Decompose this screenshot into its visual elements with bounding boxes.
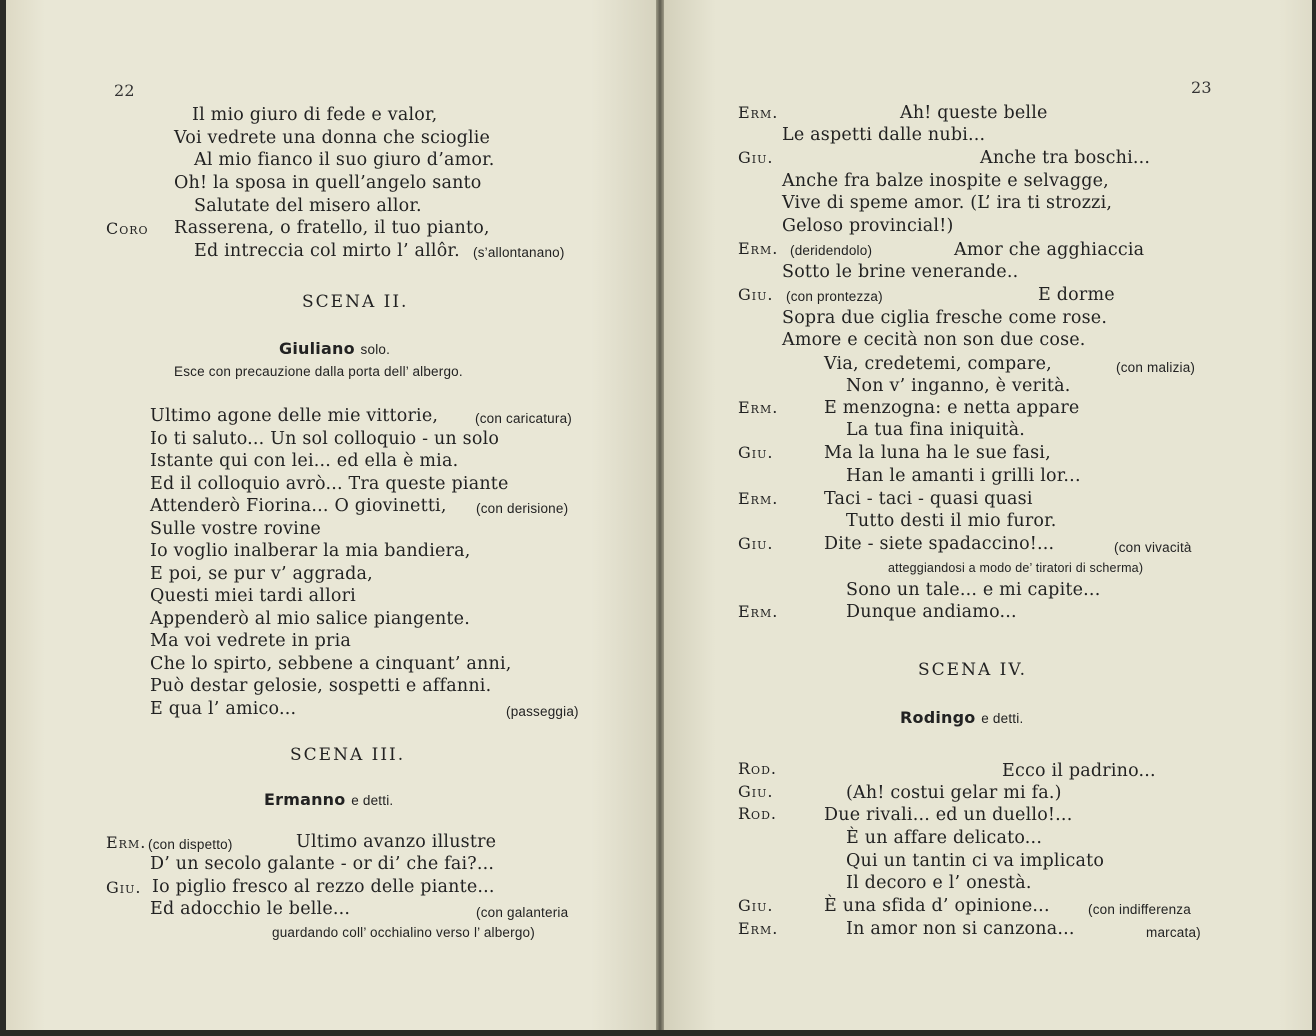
verse-line: Ed intreccia col mirto l’ allôr. (194, 241, 460, 261)
left-page (6, 0, 656, 1030)
verse-line: Ultimo avanzo illustre (296, 832, 497, 852)
verse-line: Può destar gelosie, sospetti e affanni. (150, 676, 492, 696)
book-spread (6, 0, 1312, 1030)
verse-line: Oh! la sposa in quell’angelo santo (174, 173, 482, 193)
right-page (664, 0, 1312, 1030)
verse-line: Le aspetti dalle nubi... (782, 125, 986, 145)
verse-line: Taci - taci - quasi quasi (824, 489, 1033, 509)
character-name: Rodingo (900, 708, 976, 727)
stage-direction: (con malizia) (1116, 360, 1196, 375)
verse-line: Via, credetemi, compare, (824, 354, 1052, 374)
verse-line: E poi, se pur v’ aggrada, (150, 564, 373, 584)
verse-line: Istante qui con lei... ed ella è mia. (150, 451, 459, 471)
stage-direction: (con galanteria (476, 905, 569, 920)
verse-line: Io ti saluto... Un sol colloquio - un solo (150, 429, 500, 449)
character-name: Ermanno (264, 790, 346, 809)
stage-direction: (con derisione) (476, 501, 569, 516)
verse-line: Han le amanti i grilli lor... (846, 466, 1081, 486)
verse-line: Sono un tale... e mi capite... (846, 580, 1101, 600)
stage-direction: (con vivacità (1114, 540, 1192, 555)
scene-title: SCENA IV. (918, 660, 1028, 680)
verse-line: Amore e cecità non son due cose. (782, 330, 1086, 350)
verse-line: Qui un tantin ci va implicato (846, 851, 1105, 871)
stage-direction: (con indifferenza (1088, 902, 1191, 917)
stage-direction: Esce con precauzione dalla porta dell’ albergo. (174, 364, 463, 379)
verse-line: Ed il colloquio avrò... Tra queste piante (150, 474, 509, 494)
speaker-label: Giu. (738, 782, 774, 801)
stage-direction: (passeggia) (506, 704, 579, 719)
verse-line: Ed adocchio le belle... (150, 899, 351, 919)
verse-line: (Ah! costui gelar mi fa.) (846, 783, 1062, 803)
verse-line: Sotto le brine venerande.. (782, 262, 1019, 282)
verse-line: Ma voi vedrete in pria (150, 631, 352, 651)
speaker-label: Erm. (738, 489, 779, 508)
stage-direction: (con prontezza) (786, 289, 883, 304)
stage-direction: (deridendolo) (790, 243, 873, 258)
stage-direction: marcata) (1146, 925, 1201, 940)
speaker-label: Giu. (738, 443, 774, 462)
speaker-label: Erm. (106, 833, 147, 852)
speaker-label: Erm. (738, 602, 779, 621)
verse-line: Geloso provincial!) (782, 216, 954, 236)
verse-line: Il mio giuro di fede e valor, (192, 105, 438, 125)
stage-direction: atteggiandosi a modo de’ tiratori di scherma) (888, 561, 1144, 575)
verse-line: Dite - siete spadaccino!... (824, 534, 1055, 554)
verse-line: È un affare delicato... (846, 828, 1043, 848)
verse-line: È una sfida d’ opinione... (824, 896, 1050, 916)
verse-line: Vive di speme amor. (L’ ira ti strozzi, (782, 193, 1113, 213)
cast-note: e detti. (351, 793, 394, 808)
verse-line: Ecco il padrino... (1002, 761, 1156, 781)
stage-direction: (con dispetto) (148, 837, 233, 852)
verse-line: Io piglio fresco al rezzo delle piante... (152, 877, 495, 897)
speaker-label: Erm. (738, 398, 779, 417)
verse-line: In amor non si canzona... (846, 919, 1075, 939)
verse-line: Non v’ inganno, è verità. (846, 376, 1071, 396)
verse-line: Due rivali... ed un duello!... (824, 805, 1073, 825)
verse-line: Il decoro e l’ onestà. (846, 873, 1032, 893)
verse-line: Questi miei tardi allori (150, 586, 356, 606)
cast-note: solo. (360, 342, 391, 357)
character-name: Giuliano (279, 339, 355, 358)
verse-line: E qua l’ amico... (150, 699, 297, 719)
speaker-label: Coro (106, 219, 149, 238)
verse-line: E dorme (1038, 285, 1115, 305)
speaker-label: Giu. (738, 896, 774, 915)
cast-line (264, 789, 393, 812)
verse-line: Al mio fianco il suo giuro d’amor. (194, 150, 495, 170)
stage-direction: (s’allontanano) (473, 245, 565, 260)
speaker-label: Rod. (738, 804, 777, 823)
speaker-label: Giu. (106, 878, 142, 897)
speaker-label: Giu. (738, 148, 774, 167)
verse-line: Anche fra balze inospite e selvagge, (782, 171, 1109, 191)
page-number: 22 (114, 81, 135, 100)
verse-line: Amor che agghiaccia (954, 240, 1145, 260)
page-number: 23 (1191, 78, 1212, 97)
verse-line: Anche tra boschi... (980, 148, 1151, 168)
verse-line: Ah! queste belle (900, 103, 1048, 123)
cast-line (279, 338, 390, 361)
cast-note: e detti. (981, 711, 1024, 726)
speaker-label: Giu. (738, 285, 774, 304)
verse-line: E menzogna: e netta appare (824, 398, 1080, 418)
verse-line: Che lo spirto, sebbene a cinquant’ anni, (150, 654, 512, 674)
verse-line: Io voglio inalberar la mia bandiera, (150, 541, 471, 561)
verse-line: La tua fina iniquità. (846, 420, 1026, 440)
speaker-label: Erm. (738, 239, 779, 258)
stage-direction: (con caricatura) (475, 411, 572, 426)
scene-title: SCENA II. (302, 292, 409, 312)
verse-line: Tutto desti il mio furor. (846, 511, 1057, 531)
verse-line: Ultimo agone delle mie vittorie, (150, 406, 439, 426)
verse-line: Voi vedrete una donna che scioglie (174, 128, 491, 148)
verse-line: Salutate del misero allor. (194, 196, 422, 216)
verse-line: Attenderò Fiorina... O giovinetti, (150, 496, 447, 516)
verse-line: Sopra due ciglia fresche come rose. (782, 308, 1108, 328)
verse-line: D’ un secolo galante - or di’ che fai?... (150, 854, 495, 874)
verse-line: Ma la luna ha le sue fasi, (824, 443, 1051, 463)
speaker-label: Erm. (738, 919, 779, 938)
book-gutter (656, 0, 664, 1030)
verse-line: Sulle vostre rovine (150, 519, 321, 539)
scene-title: SCENA III. (290, 745, 406, 765)
speaker-label: Giu. (738, 534, 774, 553)
verse-line: Appenderò al mio salice piangente. (150, 609, 470, 629)
verse-line: Rasserena, o fratello, il tuo pianto, (174, 218, 490, 238)
stage-direction: guardando coll’ occhialino verso l’ albergo) (272, 925, 535, 940)
speaker-label: Rod. (738, 759, 777, 778)
verse-line: Dunque andiamo... (846, 602, 1017, 622)
speaker-label: Erm. (738, 103, 779, 122)
cast-line (900, 707, 1023, 730)
